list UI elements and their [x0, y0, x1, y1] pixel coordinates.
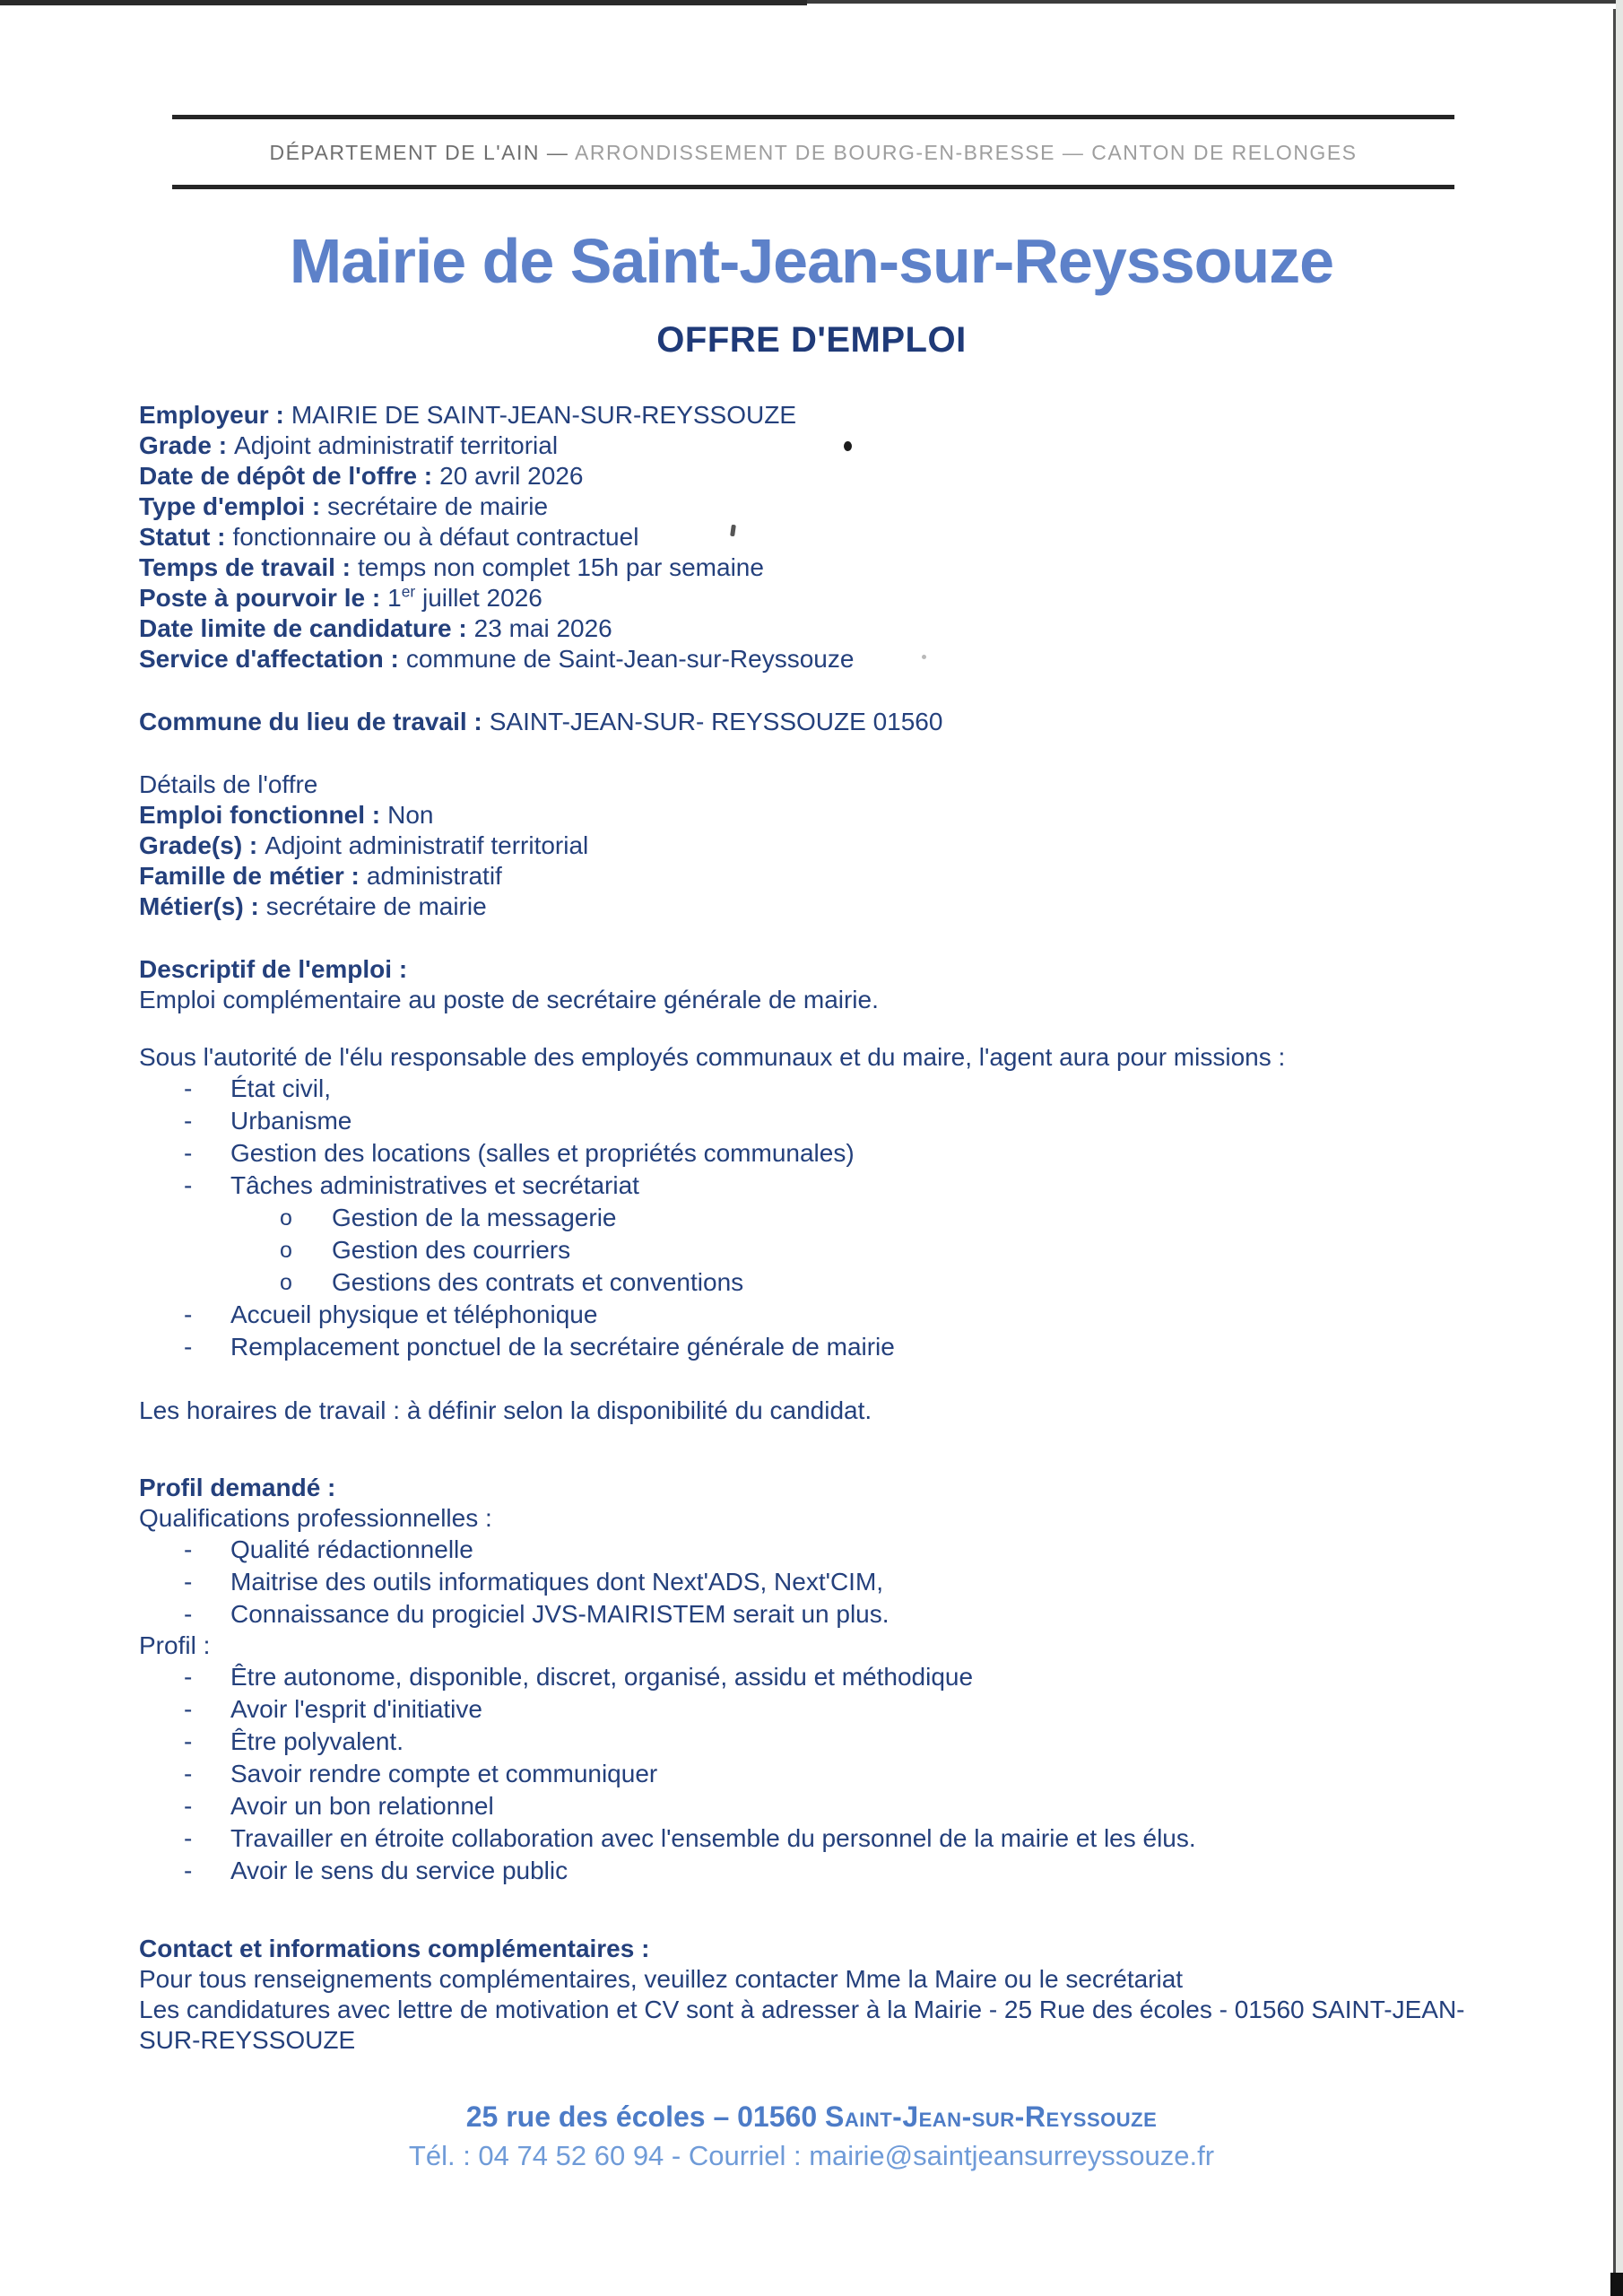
- mission-item: - Accueil physique et téléphonique: [139, 1299, 1466, 1331]
- scan-artifact-top-edge-thick: [0, 0, 807, 5]
- trait-item: - Être polyvalent.: [139, 1726, 1466, 1758]
- horaires-line: Les horaires de travail : à définir selon la disponibilité du candidat.: [139, 1396, 872, 1424]
- dash-bullet: -: [184, 1857, 193, 1884]
- trait-item: - Être autonome, disponible, discret, organisé, assidu et méthodique: [139, 1661, 1466, 1693]
- circle-bullet: o: [280, 1205, 292, 1231]
- dash-bullet: -: [184, 1600, 193, 1628]
- scan-artifact-right-band: [1616, 0, 1623, 2296]
- mission-subitem: o Gestion des courriers: [139, 1234, 1466, 1266]
- document-body: [139, 400, 1466, 2056]
- header-caption-departement: DÉPARTEMENT DE L'AIN —: [269, 141, 569, 164]
- job-fact-date-limite: Date limite de candidature : 23 mai 2026: [139, 614, 612, 642]
- job-fact-statut: Statut : fonctionnaire ou à défaut contractuel: [139, 523, 639, 551]
- scan-artifact-ink-dot: [844, 441, 852, 451]
- qualification-item: - Connaissance du progiciel JVS-MAIRISTEM serait un plus.: [139, 1598, 1466, 1631]
- header-rule-bottom: [172, 185, 1454, 189]
- job-fact-type-emploi: Type d'emploi : secrétaire de mairie: [139, 492, 549, 520]
- dash-bullet: -: [184, 1760, 193, 1787]
- circle-bullet: o: [280, 1238, 292, 1263]
- profil-heading: Profil demandé :: [139, 1474, 336, 1501]
- header-caption: [172, 119, 1454, 185]
- contact-heading: Contact et informations complémentaires :: [139, 1935, 650, 1962]
- qualifications-list: [139, 1534, 1466, 1631]
- contact-line-2: Les candidatures avec lettre de motivation et CV sont à adresser à la Mairie - 25 Rue des écoles - 01560 SAINT-JEAN-SUR-REYSSOUZE: [139, 1996, 1465, 2054]
- scan-artifact-faint-dot: [922, 655, 926, 659]
- dash-bullet: -: [184, 1139, 193, 1167]
- header-caption-arrondissement: ARRONDISSEMENT DE BOURG-EN-BRESSE — CANTON DE RELONGES: [575, 141, 1358, 164]
- mission-item: - Gestion des locations (salles et propriétés communales): [139, 1137, 1466, 1170]
- missions-intro: Sous l'autorité de l'élu responsable des employés communaux et du maire, l'agent aura pour missions :: [139, 1043, 1286, 1071]
- dash-bullet: -: [184, 1333, 193, 1361]
- footer-contact: Tél. : 04 74 52 60 94 - Courriel : mairie@saintjeansurreyssouze.fr: [408, 2140, 1215, 2171]
- contact-line-1: Pour tous renseignements complémentaires, veuillez contacter Mme la Maire ou le secrétariat: [139, 1965, 1184, 1993]
- mission-item: - Urbanisme: [139, 1105, 1466, 1137]
- scan-artifact-right-edge: [1613, 9, 1616, 2294]
- detail-metiers: Métier(s) : secrétaire de mairie: [139, 892, 487, 920]
- footer-city: Saint-Jean-sur-Reyssouze: [825, 2100, 1158, 2133]
- details-intro: Détails de l'offre: [139, 770, 318, 798]
- trait-item: - Travailler en étroite collaboration avec l'ensemble du personnel de la mairie et les élus.: [139, 1822, 1466, 1855]
- detail-emploi-fonctionnel: Emploi fonctionnel : Non: [139, 801, 434, 829]
- header-band: [172, 115, 1454, 189]
- descriptif-heading: Descriptif de l'emploi :: [139, 955, 408, 983]
- dash-bullet: -: [184, 1107, 193, 1135]
- job-fact-temps-travail: Temps de travail : temps non complet 15h par semaine: [139, 553, 764, 581]
- traits-list: [139, 1661, 1466, 1887]
- job-fact-date-depot: Date de dépôt de l'offre : 20 avril 2026: [139, 462, 584, 490]
- trait-item: - Avoir l'esprit d'initiative: [139, 1693, 1466, 1726]
- job-fact-commune: Commune du lieu de travail : SAINT-JEAN-SUR- REYSSOUZE 01560: [139, 708, 943, 735]
- job-fact-grade: Grade : Adjoint administratif territorial: [139, 431, 559, 459]
- job-fact-poste-a-pourvoir: Poste à pourvoir le : 1er juillet 2026: [139, 582, 542, 612]
- mission-item: - Remplacement ponctuel de la secrétaire générale de mairie: [139, 1331, 1466, 1363]
- job-fact-employeur: Employeur : MAIRIE DE SAINT-JEAN-SUR-REYSSOUZE: [139, 401, 796, 429]
- mission-item: - Tâches administratives et secrétariat: [139, 1170, 1466, 1202]
- scan-artifact-corner-nub: [1610, 2273, 1623, 2296]
- page-title: Mairie de Saint-Jean-sur-Reyssouze: [289, 226, 1334, 296]
- job-fact-service-affectation: Service d'affectation : commune de Saint-Jean-sur-Reyssouze: [139, 645, 855, 673]
- detail-grades: Grade(s) : Adjoint administratif territorial: [139, 831, 589, 859]
- dash-bullet: -: [184, 1568, 193, 1596]
- dash-bullet: -: [184, 1171, 193, 1199]
- dash-bullet: -: [184, 1727, 193, 1755]
- dash-bullet: -: [184, 1695, 193, 1723]
- circle-bullet: o: [280, 1270, 292, 1295]
- footer-address: 25 rue des écoles – 01560 Saint-Jean-sur-Reyssouze: [465, 2100, 1158, 2133]
- dash-bullet: -: [184, 1663, 193, 1691]
- dash-bullet: -: [184, 1792, 193, 1820]
- trait-item: - Avoir le sens du service public: [139, 1855, 1466, 1887]
- dash-bullet: -: [184, 1824, 193, 1852]
- missions-list: [139, 1073, 1466, 1363]
- trait-item: - Avoir un bon relationnel: [139, 1790, 1466, 1822]
- qualification-item: - Qualité rédactionnelle: [139, 1534, 1466, 1566]
- document-subtitle: OFFRE D'EMPLOI: [656, 320, 967, 360]
- dash-bullet: -: [184, 1535, 193, 1563]
- mission-subitem: o Gestions des contrats et conventions: [139, 1266, 1466, 1299]
- descriptif-body: Emploi complémentaire au poste de secrétaire générale de mairie.: [139, 986, 879, 1013]
- qualifications-intro: Qualifications professionnelles :: [139, 1504, 492, 1532]
- profil-intro: Profil :: [139, 1631, 211, 1659]
- dash-bullet: -: [184, 1074, 193, 1102]
- mission-item: - État civil,: [139, 1073, 1466, 1105]
- trait-item: - Savoir rendre compte et communiquer: [139, 1758, 1466, 1790]
- footer-address-block: [0, 2097, 1623, 2176]
- qualification-item: - Maitrise des outils informatiques dont Next'ADS, Next'CIM,: [139, 1566, 1466, 1598]
- mission-subitem: o Gestion de la messagerie: [139, 1202, 1466, 1234]
- dash-bullet: -: [184, 1300, 193, 1328]
- detail-famille-metier: Famille de métier : administratif: [139, 862, 502, 890]
